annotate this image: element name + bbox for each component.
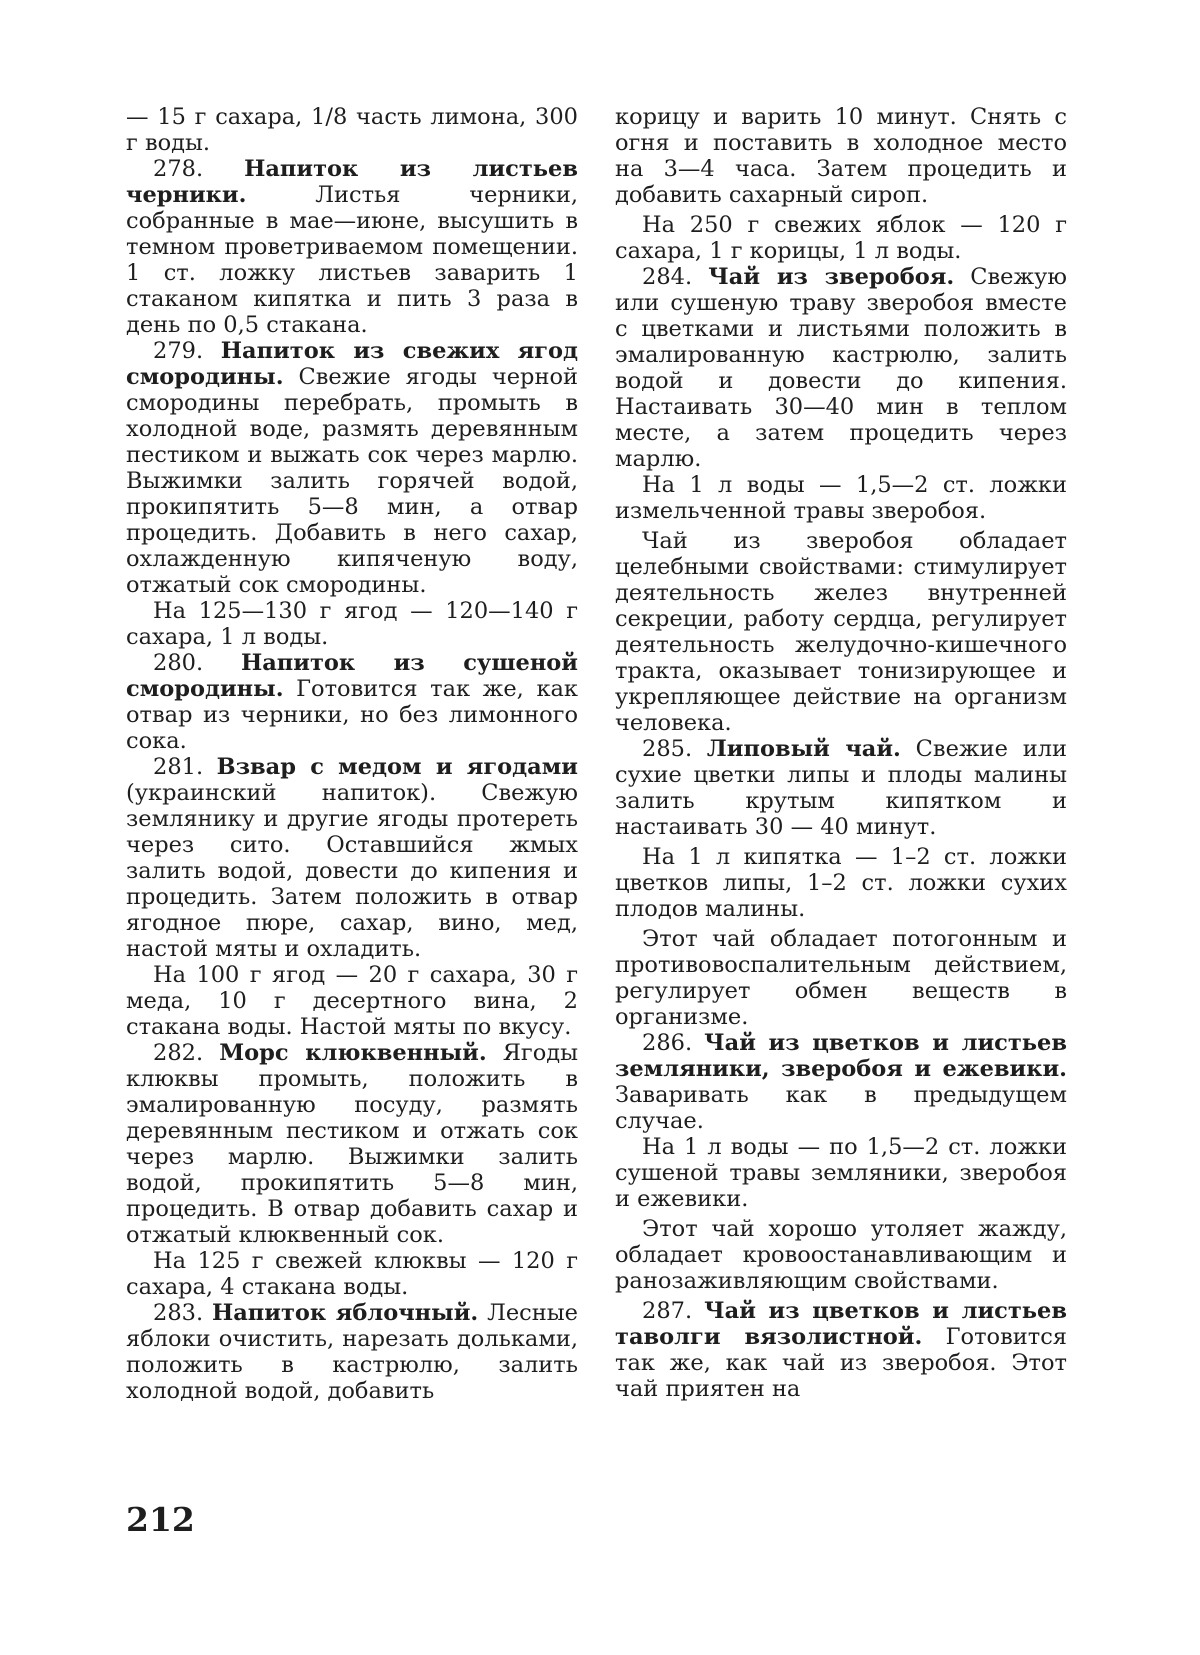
recipe-number: 279.	[153, 338, 204, 364]
recipe-title: Напиток из сушеной смородины.	[126, 650, 578, 702]
recipe-number: 285.	[642, 736, 693, 762]
recipe-norm: На 1 л кипятка — 1–2 ст. ложки цветков липы, 1–2 ст. ложки сухих плодов малины.	[615, 844, 1067, 922]
left-column	[126, 104, 578, 1404]
recipe-278	[126, 156, 578, 338]
recipe-279	[126, 338, 578, 598]
recipe-286	[615, 1030, 1067, 1134]
recipe-280	[126, 650, 578, 754]
recipe-title: Напиток яблочный.	[211, 1300, 479, 1326]
recipe-title: Взвар с медом и ягодами	[216, 754, 578, 780]
recipe-number: 287.	[642, 1298, 693, 1324]
recipe-number: 280.	[153, 650, 204, 676]
recipe-number: 283.	[153, 1300, 204, 1326]
recipe-note: Чай из зверобоя обладает целебными свойствами: стимулирует деятельность желез внутренней секреции, работу сердца, регулирует деятельность желудочно-кишечного тракта, оказывает тонизирующее и укрепляющее действие на организм человека.	[615, 528, 1067, 736]
recipe-number: 278.	[153, 156, 204, 182]
recipe-number: 284.	[642, 264, 693, 290]
recipe-note: Этот чай хорошо утоляет жажду, обладает кровоостанавливающим и ранозаживляющим свойствами.	[615, 1216, 1067, 1294]
recipe-285	[615, 736, 1067, 840]
recipe-number: 286.	[642, 1030, 693, 1056]
recipe-title: Напиток из свежих ягод смородины.	[126, 338, 579, 390]
recipe-norm: На 1 л воды — 1,5—2 ст. ложки измельченной травы зверобоя.	[615, 472, 1067, 524]
recipe-number: 282.	[153, 1040, 204, 1066]
recipe-text: Листья черники, собранные в мае—июне, высушить в темном проветриваемом помещении. 1 ст. ложку листьев заварить 1 стаканом кипятка и пить 3 раза в день по 0,5 стакана.	[126, 182, 578, 338]
recipe-text: Свежие ягоды черной смородины перебрать, промыть в холодной воде, размять деревянным пестиком и выжать сок через марлю. Выжимки залить горячей водой, прокипятить 5—8 мин, а отвар процедить. Добавить в него сахар, охлажденную кипяченую воду, отжатый сок смородины.	[126, 364, 578, 598]
recipe-282	[126, 1040, 578, 1248]
recipe-norm: На 100 г ягод — 20 г сахара, 30 г меда, 10 г десертного вина, 2 стакана воды. Настой мяты по вкусу.	[126, 962, 578, 1040]
recipe-text: (украинский напиток). Свежую землянику и другие ягоды протереть через сито. Оставшийся жмых залить водой, довести до кипения и процедить. Затем положить в отвар ягодное пюре, сахар, вино, мед, настой мяты и охладить.	[126, 780, 578, 962]
recipe-text: Свежие или сухие цветки липы и плоды малины залить крутым кипятком и настаивать 30 — 40 минут.	[615, 736, 1067, 840]
right-column	[615, 104, 1067, 1402]
recipe-norm: На 1 л воды — по 1,5—2 ст. ложки сушеной травы земляники, зверобоя и ежевики.	[615, 1134, 1067, 1212]
recipe-281	[126, 754, 578, 962]
recipe-text: Ягоды клюквы промыть, положить в эмалированную посуду, размять деревянным пестиком и отжать сок через марлю. Выжимки залить водой, прокипятить 5—8 мин, процедить. В отвар добавить сахар и отжатый клюквенный сок.	[126, 1040, 579, 1248]
recipe-title: Напиток из листьев черники.	[126, 156, 579, 208]
recipe-number: 281.	[153, 754, 204, 780]
page-number: 212	[126, 1500, 195, 1539]
recipe-note: Этот чай обладает потогонным и противовоспалительным действием, регулирует обмен веществ в организме.	[615, 926, 1067, 1030]
recipe-text: Заваривать как в предыдущем случае.	[615, 1082, 1067, 1134]
recipe-title: Чай из зверобоя.	[708, 264, 955, 290]
recipe-287	[615, 1298, 1067, 1402]
recipe-title: Липовый чай.	[706, 736, 901, 762]
recipe-text: Лесные яблоки очистить, нарезать дольками, положить в кастрюлю, залить холодной водой, добавить	[126, 1300, 578, 1404]
recipe-title: Чай из цветков и листьев таволги вязолистной.	[615, 1298, 1067, 1350]
recipe-norm: На 250 г свежих яблок — 120 г сахара, 1 г корицы, 1 л воды.	[615, 212, 1067, 264]
continued-paragraph: корицу и варить 10 минут. Снять с огня и поставить в холодное место на 3—4 часа. Затем процедить и добавить сахарный сироп.	[615, 104, 1067, 208]
recipe-title: Чай из цветков и листьев земляники, зверобоя и ежевики.	[615, 1030, 1067, 1082]
recipe-norm: На 125 г свежей клюквы — 120 г сахара, 4 стакана воды.	[126, 1248, 578, 1300]
recipe-text: Свежую или сушеную траву зверобоя вместе с цветками и листьями положить в эмалированную кастрюлю, залить водой и довести до кипения. Настаивать 30—40 мин в теплом месте, а затем процедить через марлю.	[615, 264, 1067, 472]
recipe-norm: На 125—130 г ягод — 120—140 г сахара, 1 л воды.	[126, 598, 578, 650]
recipe-text: Готовится так же, как отвар из черники, но без лимонного сока.	[126, 676, 578, 754]
recipe-283	[126, 1300, 578, 1404]
recipe-text: Готовится так же, как чай из зверобоя. Этот чай приятен на	[615, 1324, 1067, 1402]
continued-paragraph: — 15 г сахара, 1/8 часть лимона, 300 г воды.	[126, 104, 578, 156]
recipe-title: Морс клюквенный.	[219, 1040, 487, 1066]
recipe-284	[615, 264, 1067, 472]
